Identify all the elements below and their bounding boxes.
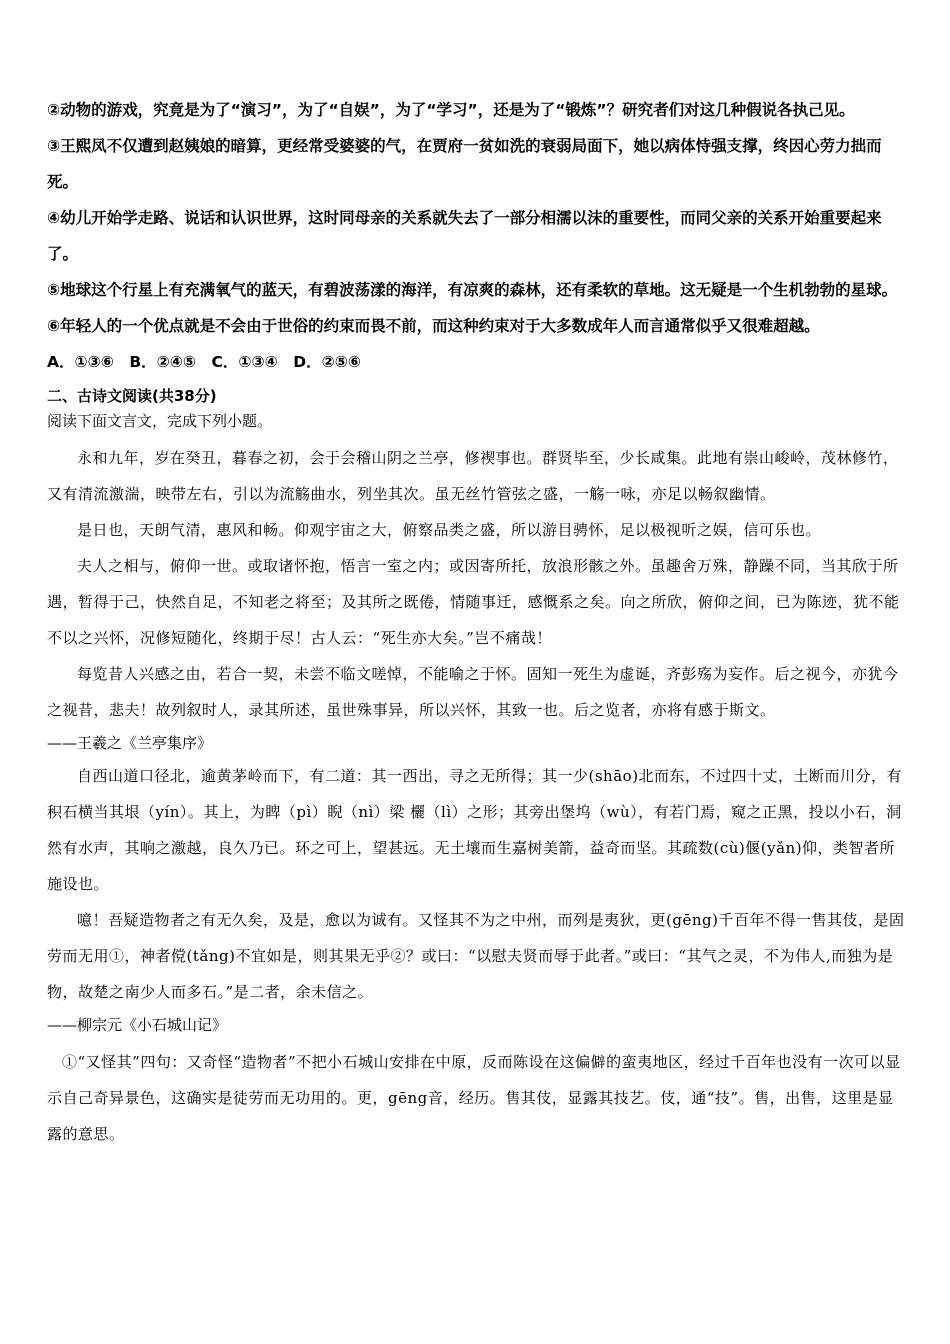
footnote-1: ①“又怪其”四句：又奇怪“造物者”不把小石城山安排在中原，反而陈设在这偏僻的蛮夷地区，经过千百年也没有一次可以显示自己奇异景色，这确实是徒劳而无功用的。更，gēng音，经历。售其伎，显露其技艺。伎，通“技”。售，出售，这里是显露的意思。 bbox=[47, 1053, 901, 1143]
text2-paragraph-1: 自西山道口径北，逾黄茅岭而下，有二道：其一西出，寻之无所得；其一少(shāo)北而东，不过四十丈，土断而川分，有积石横当其垠（yín）。其上，为睥（pì）睨（nì）梁 欐（lì）之形；其旁出堡坞（wù），有若门焉，窥之正黑，投以小石，洞然有水声，其响之激越，良久乃已。环之可上，望甚远。无土壤而生嘉树美箭，益奇而坚。其疏数(cù)偃(yǎn)仰，类智者所施设也。 bbox=[47, 767, 903, 893]
answer-options: A．①③⑥ B．②④⑤ C．①③④ D．②⑤⑥ bbox=[47, 353, 362, 371]
statement-6: ⑥年轻人的一个优点就是不会由于世俗的约束而畏不前，而这种约束对于大多数成年人而言通常似乎又很难超越。 bbox=[47, 317, 820, 335]
text1-paragraph-2: 是日也，天朗气清，惠风和畅。仰观宇宙之大，俯察品类之盛，所以游目骋怀，足以极视听之娱，信可乐也。 bbox=[77, 521, 822, 539]
statement-4: ④幼儿开始学走路、说话和认识世界，这时同母亲的关系就失去了一部分相濡以沫的重要性，而同父亲的关系开始重要起来了。 bbox=[47, 209, 882, 263]
document-page bbox=[47, 92, 907, 1152]
text1-paragraph-3: 夫人之相与，俯仰一世。或取诸怀抱，悟言一室之内；或因寄所托，放浪形骸之外。虽趣舍万殊，静躁不同，当其欣于所遇，暂得于己，快然自足，不知老之将至；及其所之既倦，情随事迁，感慨系之矣。向之所欣，俯仰之间，已为陈迹，犹不能不以之兴怀，况修短随化，终期于尽！古人云：“死生亦大矣。”岂不痛哉！ bbox=[47, 557, 900, 647]
instruction: 阅读下面文言文，完成下列小题。 bbox=[47, 412, 273, 430]
text2-paragraph-2: 噫！吾疑造物者之有无久矣，及是，愈以为诚有。又怪其不为之中州，而列是夷狄，更(gēng)千百年不得一售其伎，是固劳而无用①，神者傥(tǎng)不宜如是，则其果无乎②？或曰：“以慰夫贤而辱于此者。”或曰：“其气之灵，不为伟人,而独为是物，故楚之南少人而多石。”是二者，余未信之。 bbox=[47, 911, 905, 1001]
text1-source: ——王羲之《兰亭集序》 bbox=[47, 734, 213, 752]
text1-paragraph-4: 每览昔人兴感之由，若合一契，未尝不临文嗟悼，不能喻之于怀。固知一死生为虚诞，齐彭殇为妄作。后之视今，亦犹今之视昔，悲夫！故列叙时人，录其所述，虽世殊事异，所以兴怀，其致一也。后之览者，亦将有感于斯文。 bbox=[47, 665, 899, 719]
statement-5: ⑤地球这个行星上有充满氧气的蓝天，有碧波荡漾的海洋，有凉爽的森林，还有柔软的草地。这无疑是一个生机勃勃的星球。 bbox=[47, 281, 898, 299]
text2-source: ——柳宗元《小石城山记》 bbox=[47, 1016, 228, 1034]
statement-2: ②动物的游戏，究竟是为了“演习”，为了“自娱”，为了“学习”，还是为了“锻炼”？研究者们对这几种假说各执己见。 bbox=[47, 101, 855, 119]
section-heading: 二、古诗文阅读(共38分) bbox=[47, 387, 217, 405]
text1-paragraph-1: 永和九年，岁在癸丑，暮春之初，会于会稽山阴之兰亭，修禊事也。群贤毕至，少长咸集。此地有崇山峻岭，茂林修竹，又有清流激湍，映带左右，引以为流觞曲水，列坐其次。虽无丝竹管弦之盛，一觞一咏，亦足以畅叙幽情。 bbox=[47, 449, 899, 503]
statement-3: ③王熙凤不仅遭到赵姨娘的暗算，更经常受婆婆的气，在贾府一贫如洗的衰弱局面下，她以病体恃强支撑，终因心劳力拙而死。 bbox=[47, 137, 882, 191]
